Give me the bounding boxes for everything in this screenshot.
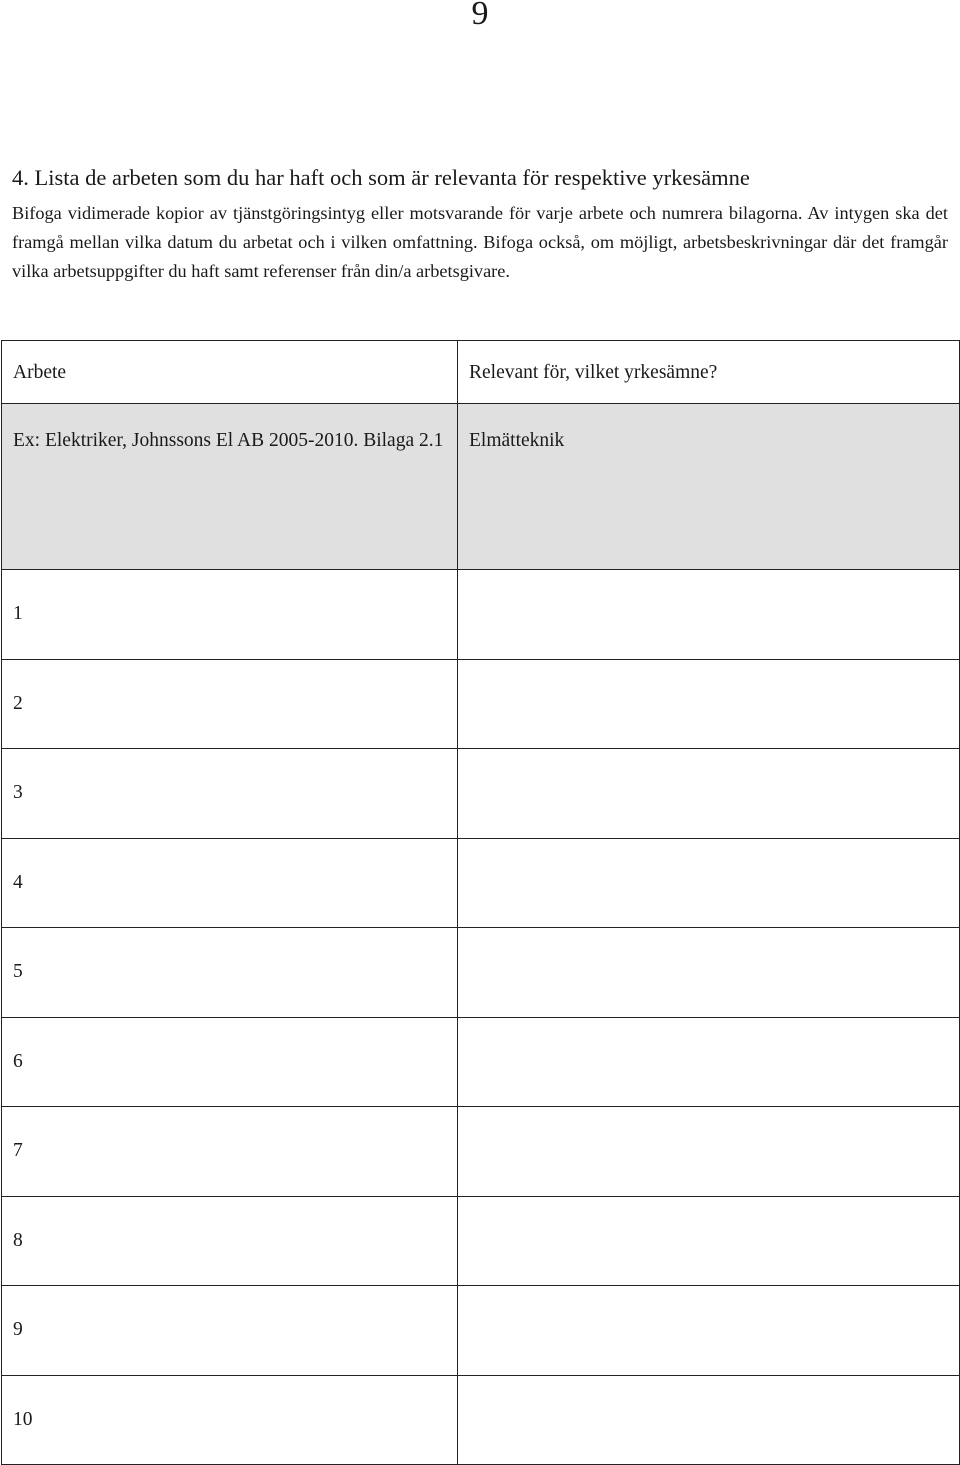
table-row <box>2 1196 960 1286</box>
row-number-cell[interactable]: 6 <box>2 1017 458 1107</box>
table-row <box>2 570 960 660</box>
row-relevant-cell[interactable] <box>458 1017 960 1107</box>
row-number-cell[interactable]: 8 <box>2 1196 458 1286</box>
table-header-row <box>2 341 960 404</box>
row-relevant-cell[interactable] <box>458 1196 960 1286</box>
example-relevant-cell: Elmätteknik <box>458 404 960 570</box>
row-number-cell[interactable]: 1 <box>2 570 458 660</box>
row-relevant-cell[interactable] <box>458 1286 960 1376</box>
table-row <box>2 1017 960 1107</box>
row-number-cell[interactable]: 10 <box>2 1375 458 1465</box>
row-number-cell[interactable]: 2 <box>2 659 458 749</box>
table-row <box>2 838 960 928</box>
row-number-cell[interactable]: 4 <box>2 838 458 928</box>
instructions-paragraph: Bifoga vidimerade kopior av tjänstgöringsintyg eller motsvarande för varje arbete och numrera bilagorna. Av intygen ska det framgå mellan vilka datum du arbetat och i vilken omfattning. Bifoga också, om möjligt, arbetsbeskrivningar där det framgår vilka arbetsuppgifter du haft samt referenser från din/a arbetsgivare. <box>12 203 948 282</box>
example-job-cell: Ex: Elektriker, Johnssons El AB 2005-2010. Bilaga 2.1 <box>2 404 458 570</box>
table-row <box>2 1107 960 1197</box>
page-number: 9 <box>471 0 489 32</box>
row-number-cell[interactable]: 9 <box>2 1286 458 1376</box>
row-relevant-cell[interactable] <box>458 1107 960 1197</box>
table-row <box>2 749 960 839</box>
row-relevant-cell[interactable] <box>458 659 960 749</box>
row-number-cell[interactable]: 3 <box>2 749 458 839</box>
row-relevant-cell[interactable] <box>458 838 960 928</box>
table-row <box>2 1375 960 1465</box>
row-relevant-cell[interactable] <box>458 570 960 660</box>
row-relevant-cell[interactable] <box>458 1375 960 1465</box>
row-number-cell[interactable]: 5 <box>2 928 458 1018</box>
example-row <box>2 404 960 570</box>
header-job: Arbete <box>2 341 458 404</box>
table-row <box>2 659 960 749</box>
row-number-cell[interactable]: 7 <box>2 1107 458 1197</box>
section-title: 4. Lista de arbeten som du har haft och som är relevanta för respektive yrkesämne <box>12 165 750 190</box>
table-row <box>2 928 960 1018</box>
row-relevant-cell[interactable] <box>458 928 960 1018</box>
job-list-table <box>1 340 960 1465</box>
table-row <box>2 1286 960 1376</box>
row-relevant-cell[interactable] <box>458 749 960 839</box>
header-relevant-subject: Relevant för, vilket yrkesämne? <box>458 341 960 404</box>
